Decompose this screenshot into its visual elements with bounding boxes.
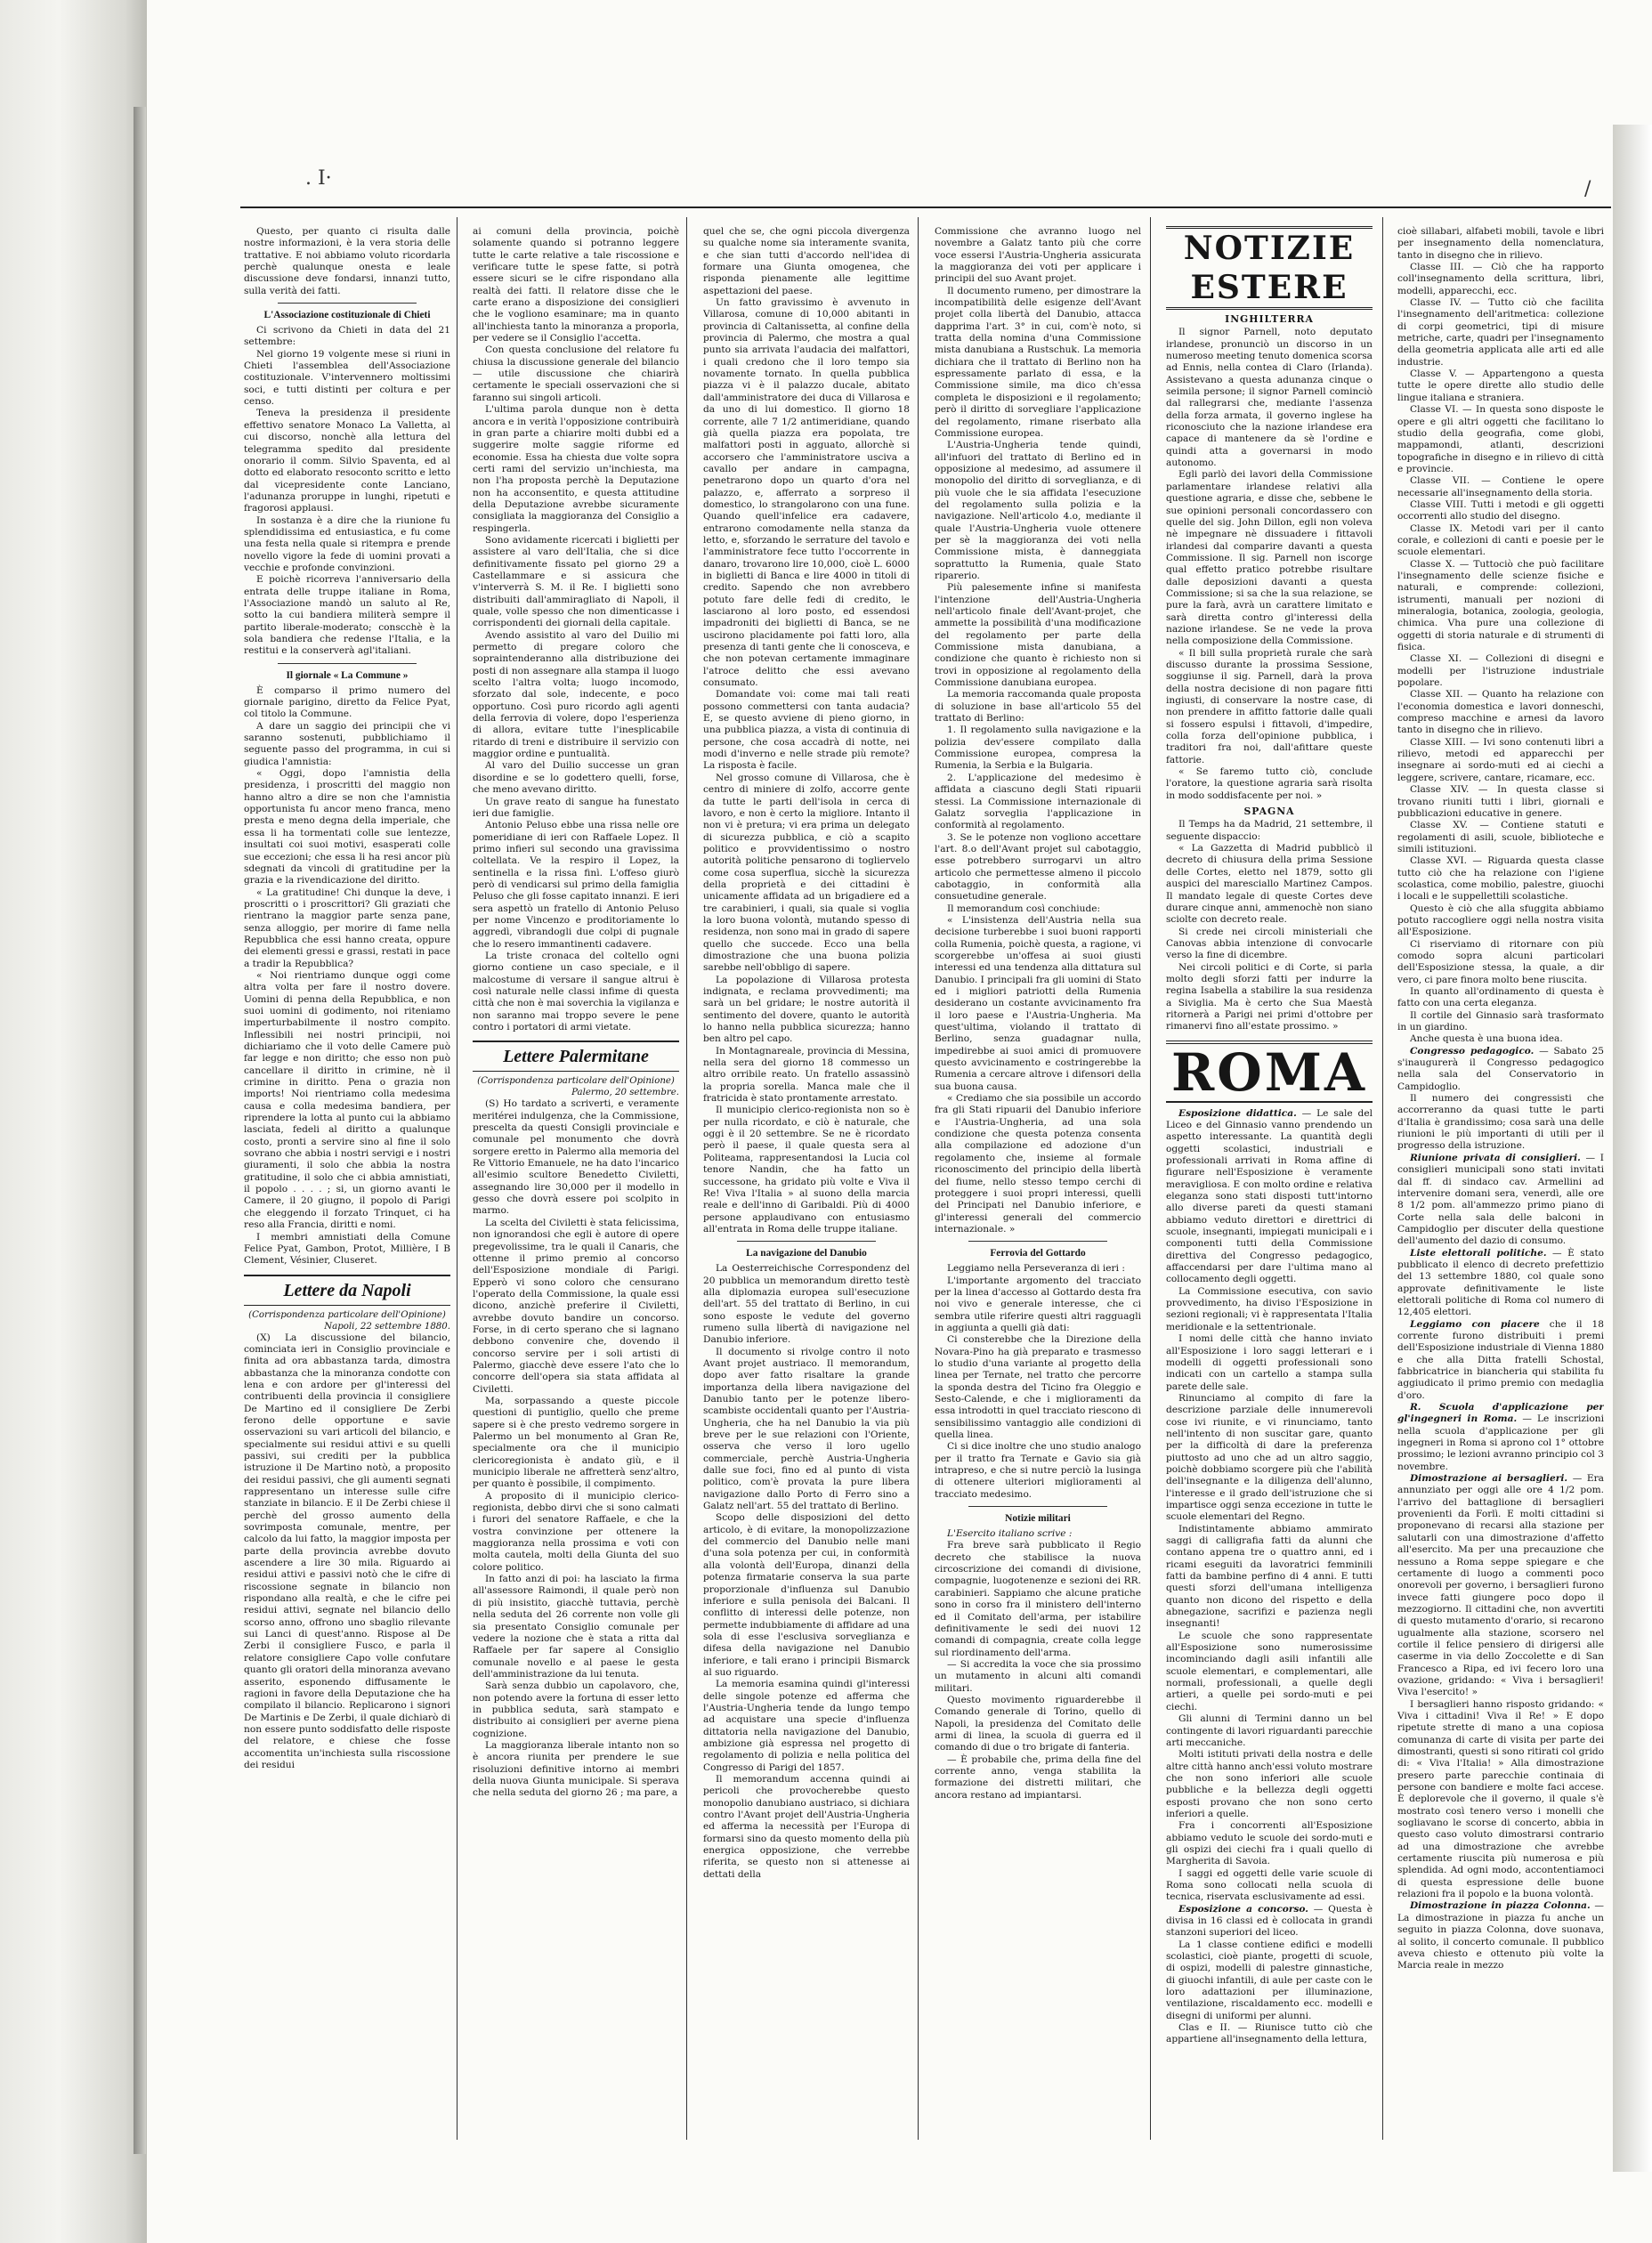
item-text: — Era annunziato per oggi alle ore 4 1/2 pom. l'arrivo del battaglione di bersaglieri provenienti da Forlì. E molti cittadini si proponevano di recarsi alla stazione per salutarli con una dimostrazione d'affetto all'esercito. Ma per una precauzione che nessuno a Roma seppe spiegare e che certamente di luogo a commenti poco onorevoli per governo, i bersaglieri furono invece fatti giungere poco dopo il mezzogiorno. Il cittadini che, non avvertiti di questo mutamento d'orario, si recarono ugualmente alla stazione, scorsero nel cortile il felice pensiero di dirigersi alle caserme in via dello Zoccolette e di San Francesco a Ripa, ed ivi fecero loro una ovazione, gridando: « Viva i bersaglieri! Viva l'esercito! » <box>1397 1473 1604 1698</box>
paragraph: Si crede nei circoli ministeriali che Canovas abbia intenzione di convocarle verso la fine di dicembre. <box>1166 926 1373 961</box>
paragraph: In fatto anzi di poi: ha lasciato la firma all'assessore Raimondi, il quale però non di più insistito, giacchè tuttavia, perchè nella seduta del 26 corrente non volle gli sia presentato Consiglio comunale per vedere la nozione che è stata a ritta dal Raffaele per far sapere al Consiglio comunale novello e al paese le gesta dell'amministrazione da lui tenuta. <box>473 1574 679 1680</box>
column-rule <box>1382 217 1383 2140</box>
paragraph: La Commissione esecutiva, con savio provvedimento, ha diviso l'Esposizione in sezioni regionali; vi è rappresentata l'Italia meridionale e la settentrionale. <box>1166 1285 1373 1332</box>
separator-rule <box>737 1241 876 1242</box>
paragraph: Classe VI. — In questa sono disposte le opere e gli altri oggetti che facilitano lo studio della geografia, come globi, mappamondi, atlanti, descrizioni topografiche in disegno e in rilievo di città e provincie. <box>1397 404 1604 474</box>
article-heading: Lettere da Napoli <box>244 1275 450 1306</box>
paragraph: Il memorandum accenna quindi ai pericoli che provocherebbe questo monopolio danubiano austriaco, si dichiara contro l'Avant projet dell'Austria-Ungheria ed afferma la necessità per l'Europa di formarsi sino da questo momento della più energica opposizione, che verrebbe riferita, se questo non si attenesse ai dettati della <box>703 1774 910 1880</box>
paragraph: Il cortile del Ginnasio sarà trasformato in un giardino. <box>1397 1009 1604 1033</box>
paragraph: Le scuole che sono rappresentate all'Esposizione sono numerosissime incominciando dagli asili infantili alle scuole elementari, e complementari, alle normali, professionali, a quelle degli artieri, a quelle pei sordo-muti e pei ciechi. <box>1166 1630 1373 1713</box>
paragraph: Fra i concorrenti all'Esposizione abbiamo veduto le scuole dei sordo-muti e gli ospizi dei ciechi fra i quali quello di Margherita di Savoia. <box>1166 1820 1373 1867</box>
column-1 <box>244 226 450 2140</box>
paragraph: Scopo delle disposizioni del detto articolo, è di evitare, la monopolizzazione del commercio del Danubio nelle mani d'una sola potenza per cui, in conformità alla volontà dell'Europa, dinanzi della potenza firmatarie conserva la sua parte proporzionale d'influenza sul Danubio inferiore e sulla penisola dei Balcani. Il conflitto di interessi delle potenze, non permette indubbiamente di affidare ad una sola di esse l'esclusiva sorveglianza e difesa della navigazione nel Danubio inferiore, e tali erano i principii Bismarck al suo riguardo. <box>703 1512 910 1678</box>
paragraph: La triste cronaca del coltello ogni giorno contiene un caso speciale, e il malcostume di versare il sangue altrui è così naturale nelle classi infime di questa città che non è mai soverchia la vigilanza e non saranno mai troppo severe le pene contro i portatori di armi vietate. <box>473 950 679 1033</box>
paragraph: 3. Se le potenze non vogliono accettare l'art. 8.o dell'Avant projet sul cabotaggio, esse potrebbero surrogarvi un altro articolo che permettesse almeno il piccolo cabotaggio, in conformità alla consuetudine generale. <box>935 831 1141 903</box>
paragraph: Classe XV. — Contiene statuti e regolamenti di asili, scuole, biblioteche e simili istituzioni. <box>1397 820 1604 854</box>
paragraph: Egli parlò dei lavori della Commissione parlamentare irlandese relativi alla questione agraria, e disse che, sebbene le sue opinioni personali concordassero con quelle del sig. John Dillon, egli non voleva nè impegnare nè dissuadere i fittavoli irlandesi dal comparire davanti a questa Commissione. Il sig. Parnell non iscorge qual effetto pratico potrebbe risultare dalle deposizioni davanti a questa Commissione; si sa che la sua relazione, se pure la farà, avrà un carattere limitato e sarà diretta contro gl'interessi della nazione irlandese. Se ne vede la prova nella composizione della Commissione. <box>1166 469 1373 647</box>
paragraph: In sostanza è a dire che la riunione fu splendidissima ed entusiastica, e fu come una festa nella quale si ritempra e prende novello vigore la fede di uomini provati a vecchie e profonde convinzioni. <box>244 514 450 573</box>
paragraph: Sarà senza dubbio un capolavoro, che, non potendo avere la fortuna di esser letto in pubblica seduta, sarà stampato e distribuito ai consiglieri per averne piena cognizione. <box>473 1680 679 1739</box>
separator-rule <box>278 303 417 304</box>
paragraph: « Il bill sulla proprietà rurale che sarà discusso durante la prossima Sessione, soggiunse il sig. Parnell, darà la prova della nostra decisione di non pagare fitti ingiusti, di conservare la nostre case, di non prendere in affitto fattorie dalle quali si fossero espulsi i fittavoli, d'impedire, colla forza dell'opinione pubblica, i traditori fra noi, dall'afittare queste fattorie. <box>1166 647 1373 765</box>
paragraph: Ci consterebbe che la Direzione della Novara-Pino ha già preparato e trasmesso lo studio d'una variante al progetto della linea per Ternate, nel tratto che percorre la sponda destra del Ticino fra Oleggio e Sesto-Calende, e che i miglioramenti da essa introdotti in quel tracciato riescono di sensibilissimo vantaggio alle condizioni di quella linea. <box>935 1334 1141 1441</box>
paragraph <box>1397 1046 1604 1093</box>
paragraph: In Montagnareale, provincia di Messina, nella sera del giorno 18 commesso un altro orribile reato. Un fratello assassinò la propria sorella. Manca male che il fratricida è stato prontamente arrestato. <box>703 1045 910 1105</box>
right-page-mark: / <box>1584 178 1591 200</box>
paragraph: Fra breve sarà pubblicato il Regio decreto che stabilisce la nuova circoscrizione dei comandi di divisione, compagnie, luogotenenze e sezioni dei RR. carabinieri. Sappiamo che alcune pratiche sono in corso fra il ministero dell'interno ed il Comitato dell'arma, per istabilire definitivamente le sedi dei nuovi 12 comandi di compagnia, create colla legge sul riordinamento dell'arma. <box>935 1540 1141 1658</box>
paragraph: Molti istituti privati della nostra e delle altre città hanno anch'essi voluto mostrare che non sono inferiori alle scuole pubbliche e la bellezza degli oggetti esposti provano che non sono certo inferiori a quelle. <box>1166 1749 1373 1819</box>
item-title: Leggiamo con piacere <box>1410 1318 1540 1330</box>
paragraph: Classe X. — Tuttociò che può facilitare l'insegnamento delle scienze fisiche e naturali, e comprende: collezioni, istrumenti, manuali per nozioni di mineralogia, botanica, zoologia, geologia, chimica. Vha pure una collezione di oggetti di storia naturale e di strumenti di fisica. <box>1397 558 1604 653</box>
paragraph: 1. Il regolamento sulla navigazione e la polizia dev'essere compilato dalla Commissione europea, compresa la Rumenia, la Serbia e la Bulgaria. <box>935 725 1141 772</box>
paragraph: Al varo del Duilio successe un gran disordine e se lo godettero quelli, forse, che meno avevano diritto. <box>473 760 679 796</box>
paragraph: Clas e II. — Riunisce tutto ciò che appartiene all'insegnamento della lettura, <box>1166 2022 1373 2045</box>
article-heading: Lettere Palermitane <box>473 1041 679 1072</box>
paragraph: Classe IX. Metodi vari per il canto corale, e collezioni di canti e poesie per le scuole elementari. <box>1397 522 1604 558</box>
item-text: — Sabato 25 s'inaugurerà il Congresso pedagogico nella sala del Conservatorio in Campidoglio. <box>1397 1045 1604 1092</box>
paragraph: Un grave reato di sangue ha funestato ieri due famiglie. <box>473 796 679 819</box>
paragraph: 2. L'applicazione del medesimo è affidata a ciascuno degli Stati ripuarii stessi. La Commissione internazionale di Galatz sorveglia l'applicazione in conformità al regolamento. <box>935 772 1141 831</box>
paragraph: Ma, sorpassando a queste piccole questioni di puntiglio, quello che preme sapere si è che presto vedremo sorgere in Palermo un bel monumento al Gran Re, specialmente ora che il municipio clericoregionista è andato giù, e il municipio liberale ne affretterà senz'altro, per quanto è possibile, il compimento. <box>473 1395 679 1490</box>
paragraph: I bersaglieri hanno risposto gridando: « Viva i cittadini! Viva il Re! » E dopo ripetute strette di mano a una copiosa comunanza di carte di visita per parte dei dimostranti, questi si sono ritirati col grido di: « Viva l'Italia! » Alla dimostrazione presero parte parecchie continaia di persone con bandiere e molte faci accese. È deplorevole che il governo, il quale s'è mostrato così tenero verso i monelli che sogliavano le scorse di concerto, abbia in questo caso voluto dimostrarsi contrario ad una dimostrazione che avrebbe certamente riuscita più numerosa e più splendida. Ad ogni modo, accontentiamoci di questa espressione delle buone relazioni fra il popolo e la buona volontà. <box>1397 1698 1604 1900</box>
paragraph <box>1397 1248 1604 1319</box>
paragraph: Questo, per quanto ci risulta dalle nostre informazioni, è la vera storia delle trattative. E noi abbiamo voluto ricordarla perchè qualunque onesta e leale discussione deve fondarsi, innanzi tutto, sulla verità dei fatti. <box>244 226 450 296</box>
paragraph: Ci scrivono da Chieti in data del 21 settembre: <box>244 325 450 348</box>
paragraph: Il numero dei congressisti che accorreranno da quasi tutte le parti d'Italia è grandissimo; cosa sarà una delle riunioni le più importanti di utili per il progresso della istruzione. <box>1397 1093 1604 1152</box>
item-text: — I consiglieri municipali sono stati invitati dal ff. di sindaco cav. Armellini ad intervenire domani sera, venerdì, alle ore 8 1/2 pom. all'ammezzo primo piano di Corte nella sala delle balconi in Campidoglio per discuter della questione dell'aumento del dazio di consumo. <box>1397 1152 1604 1247</box>
section-heading: INGHILTERRA <box>1225 313 1314 325</box>
paragraph: cioè sillabari, alfabeti mobili, tavole e libri per insegnamento della nomenclatura, tanto in disegno che in rilievo. <box>1397 226 1604 261</box>
paragraph: I saggi ed oggetti delle varie scuole di Roma sono collocati nella scuola di tecnica, riservata esclusivamente ad essi. <box>1166 1867 1373 1903</box>
separator-rule <box>968 1506 1107 1507</box>
paragraph: (S) Ho tardato a scriverti, e veramente meritérei indulgenza, che la Commissione, prescelta da questi Consigli provinciale e comunale pel monumento che dovrà sorgere eretto in Palermo alla memoria del Re Vittorio Emanuele, ne ha dato l'incarico all'esimio scultore Benedetto Civiletti, assegnando lire 30,000 per il modello in gesso che dovrà essere poi scolpito in marmo. <box>473 1098 679 1217</box>
paragraph: « Crediamo che sia possibile un accordo fra gli Stati ripuarii del Danubio inferiore e l'Austria-Ungheria, ad una sola condizione che questa potenza consenta alla compilazione ed adozione d'un regolamento che, insieme al formale riconoscimento del principio della libertà del fiume, nello stesso tempo cerchi di proteggere i suoi propri interessi, quelli del Principati nel Danubio inferiore, e gl'interessi generali del commercio internazionale. » <box>935 1093 1141 1235</box>
paragraph: In quanto all'ordinamento di questa è fatto con una certa eleganza. <box>1397 986 1604 1009</box>
paragraph: Il documento si rivolge contro il noto Avant projet austriaco. Il memorandum, dopo aver fatto risaltare la grande importanza della libera navigazione del Danubio tanto per le potenze libero-scambiste occidentali quanto per l'Austria-Ungheria, che ha nel Danubio la via più breve per le sue relazioni con l'Oriente, osserva che verso il loro ugello commerciale, perchè Austria-Ungheria dalle sue foci, fino ed al punto di vista politico, com'è provata la pure libera navigazione dallo Porto di Ferro sino a Galatz nell'art. 55 del trattato di Berlino. <box>703 1346 910 1512</box>
item-text: che il 18 corrente furono distribuiti i premi dell'Esposizione industriale di Vienna 1880 e che alla Ditta fratelli Schostal, fabbricatrice in biancheria qui stabilita fu aggiudicato il primo premio con medaglia d'oro. <box>1397 1318 1604 1401</box>
paragraph <box>1397 1402 1604 1473</box>
paragraph: Domandate voi: come mai tali reati possono commettersi con tanta audacia? E, se questo avviene di pieno giorno, in una pubblica piazza, a vista di continuia di persone, che cosa accadrà di notte, nei modi d'inverno e nelle strade più remote? La risposta è facile. <box>703 689 910 772</box>
paragraph: Il Temps ha da Madrid, 21 settembre, il seguente dispaccio: <box>1166 819 1373 842</box>
section-masthead: ROMA <box>1166 1041 1373 1103</box>
paragraph: Avendo assistito al varo del Duilio mi permetto di pregare coloro che sopraintenderanno alla distribuzione dei posti di non assegnare alla stampa il luogo scelto l'altra volta; luogo incomodo, sforzato dal sole, indecente, e poco opportuno. Così puro ricordo agli agenti della ferrovia di volere, dopo l'esperienza di allora, evitare tutte l'inesplicabile ritardo di treni e distribuire il servizio con maggior ordine e puntualità. <box>473 629 679 760</box>
paragraph: Sono avidamente ricercati i biglietti per assistere al varo dell'Italia, che si dice definitivamente fissato pel giorno 29 a Castellammare e si assicura che v'interverrà S. M. il Re. I biglietti sono distribuiti dall'ammiragliato di Napoli, il quale, volle spesso che non dimenticasse i corrispondenti dei giornali della capitale. <box>473 534 679 629</box>
paragraph: L'ultima parola dunque non è detta ancora e in verità l'opposizione contribuirà in gran parte a chiarire molti dubbi ed a suggerire molte saggie riforme ed economie. Essa ha chiesta due volte sopra certi rami del servizio un'inchiesta, ma non l'ha proposta perchè la Deputazione non ha acconsentito, e questa attitudine della Deputazione avrebbe sicuramente consigliata la maggioranza del Consiglio a respingerla. <box>473 404 679 534</box>
section-heading: SPAGNA <box>1243 806 1295 818</box>
paragraph: Il memorandum così conchiude: <box>947 903 1101 914</box>
paragraph: Il documento rumeno, per dimostrare la incompatibilità delle esigenze dell'Avant projet colla libertà del Danubio, attacca dapprima l'art. 3° in cui, com'è noto, si tratta della nomina d'una Commissione mista danubiana a Rustschuk. La memoria dichiara che il trattato di Berlino non ha espressamente parlato di essa, e la Commissione simile, ma dico ch'essa completa le disposizioni e il regolamento; però il diritto di sorvegliare l'applicazione del regolamento, rimane riserbato alla Commissione europea. <box>935 285 1141 439</box>
column-2 <box>473 226 679 2140</box>
paragraph: Nel grosso comune di Villarosa, che è centro di miniere di zolfo, accorre gente da tutte le parti dell'isola in cerca di lavoro, e non è certo la migliore. Intanto il non vi è pretura; vi era prima un delegato di sicurezza pubblica, e ciò a scapito politico e provvidentissimo o nostro autorità politiche pensarono di togliervelo come cosa superflua, sicchè la sicurezza della proprietà e dei cittadini è unicamente affidata ad un brigadiere ed a tre carabinieri, i quali, sia quale si voglia la loro buona volontà, mutando spesso di residenza, non sono mai in grado di sapere quello che succede. Ecco una bella dimostrazione che una buona polizia sarebbe nell'obbligo di sapere. <box>703 772 910 974</box>
item-title: Esposizione a concorso. <box>1178 1903 1308 1915</box>
paragraph: Classe V. — Appartengono a questa tutte le opere dirette allo studio delle lingue italiana e straniera. <box>1397 368 1604 403</box>
column-5 <box>1166 226 1373 2140</box>
paragraph: I nomi delle città che hanno inviato all'Esposizione i loro saggi letterari e i modelli di oggetti professionali sono indicati con un cartello a stampa sulla parete delle sale. <box>1166 1333 1373 1392</box>
binding-shadow <box>0 0 147 2243</box>
item-title: R. Scuola d'applicazione per gl'ingegneri in Roma. <box>1397 1402 1604 1425</box>
paragraph: Classe VII. — Contiene le opere necessarie all'insegnamento della storia. <box>1397 475 1604 498</box>
paragraph: L'Esercito italiano scrive : <box>947 1528 1073 1540</box>
item-title: Liste elettorali politiche. <box>1410 1247 1547 1259</box>
left-page-mark: . I· <box>305 167 332 190</box>
paragraph: E poichè ricorreva l'anniversario della entrata delle truppe italiane in Roma, l'Associazione mandò un saluto al Re, sotto la cui bandiera militerà sempre il partito liberale-moderato; conscchè è la sola bandiera che redense l'Italia, e la restitui e la conserverà agl'italiani. <box>244 574 450 657</box>
paragraph: Teneva la presidenza il presidente effettivo senatore Monaco La Valletta, al cui discorso, nonchè alla lettura del telegramma spedito dal presidente onorario il comm. Silvio Spaventa, ed al dotto ed elaborato resoconto scritto e letto dal vicepresidente conte Lanciano, l'adunanza proruppe in lunghi, ripetuti e fragorosi applausi. <box>244 408 450 514</box>
paragraph: La memoria raccomanda quale proposta di soluzione in base all'articolo 55 del trattato di Berlino: <box>935 689 1141 725</box>
paragraph: Classe VIII. Tutti i metodi e gli oggetti occorrenti allo studio del disegno. <box>1397 498 1604 522</box>
article-heading: L'Associazione costituzionale di Chieti <box>263 310 431 321</box>
paragraph <box>1397 1473 1604 1699</box>
paragraph: — È probabile che, prima della fine del corrente anno, venga stabilita la formazione dei distretti militari, che ancora restano ad impiantarsi. <box>935 1753 1141 1801</box>
item-title: Esposizione didattica. <box>1178 1107 1297 1119</box>
column-rule <box>1150 217 1151 2140</box>
paragraph: È comparso il primo numero del giornale parigino, diretto da Felice Pyat, col titolo la Commune. <box>244 684 450 720</box>
binding-edge <box>134 107 146 2154</box>
column-3 <box>703 226 910 2140</box>
paragraph: « Oggi, dopo l'amnistia della presidenza, i proscritti del maggio non hanno altro a dire se non che l'amnistia opportunista fu ancor meno franca, meno presta e meno degna della imperiale, che essa li ha tormentati colle sue lentezze, insultati coi suoi motivi, esasperati colle sue eccezioni; che essa li ha resi ancor più sdegnati da vincoli di gratitudine per la grazia e la rivendicazione del diritto. <box>244 768 450 887</box>
paragraph: La popolazione di Villarosa protesta indignata, e reclama provvedimenti; ma sarà un bel gridare; le nostre autorità il sentimento del dovere, quanto le autorità lo hanno nella pubblica sicurezza; hanno ben altro pel capo. <box>703 974 910 1045</box>
paragraph: L'importante argomento del tracciato per la linea d'accesso al Gottardo desta fra noi vivo e generale interesse, che ci sembra utile riferire questi altri ragguagli in aggiunta a quelli già dati: <box>935 1275 1141 1333</box>
article-subheading: (Corrispondenza particolare dell'Opinione) <box>248 1309 446 1320</box>
article-heading: La navigazione del Danubio <box>746 1248 867 1259</box>
column-4 <box>935 226 1141 2140</box>
paragraph: Nei circoli politici e di Corte, si parla molto degli sforzi fatti per indurre la regina Isabella a stabilire la sua residenza a Siviglia. Ma è certo che Sua Maestà ritornerà a Parigi nei primi d'ottobre per rimanervi fino all'estate prossimo. » <box>1166 961 1373 1032</box>
paragraph <box>1166 1108 1373 1286</box>
column-rule <box>918 217 919 2140</box>
paragraph: Antonio Peluso ebbe una rissa nelle ore pomeridiane di ieri con Raffaele Lopez. Il primo infieri sul secondo una gravissima coltellata. Ve la respiro il Lopez, la sentinella e la rissa finì. L'offeso giurò però di vendicarsi sul primo della famiglia Peluso che gli fosse capitato innanzi. E ieri sera aspettò un fratello di Antonio Peluso per nome Vincenzo e proditoriamente lo aggredì, vibrandogli due colpi di pugnale che lo resero immantinenti cadavere. <box>473 820 679 950</box>
paragraph: « Noi rientriamo dunque oggi come altra volta per fare il nostro dovere. Uomini di penna della Repubblica, e non suoi uomini di godimento, noi riteniamo imperturbabilmente il nostro compito. Inflessibili nei nostri principii, noi dichiariamo che il voto delle Camere può far legge e non diritto; che esso non può cancellare il diritto in crimine, nè il crimine in diritto. Pena o grazia non imports! Noi rientriamo colla medesima causa e colla medesima bandiera, per riprendere la lotta al punto cui la abbiamo lasciata, fedeli al diritto a qualunque costo, pronti a servire sino al fine il solo sovrano che abbia i nostri servigi e i nostri giuramenti, il solo che abbia la nostra gratitudine, il solo che ci abbia amnistiati, il popolo . . . . ; si, un giorno avanti le Camere, il 20 giugno, il popolo di Parigi che eleggendo il forzato Trinquet, ci ha reso alla Francia, diritti e nomi. <box>244 969 450 1231</box>
paragraph: Commissione che avranno luogo nel novembre a Galatz tanto più che corre voce essersi l'Austria-Ungheria assicurata la maggioranza dei voti per applicare i principii del suo Avant projet. <box>935 226 1141 285</box>
paragraph: Classe III. — Ciò che ha rapporto coll'insegnamento della scrittura, libri, modelli, apparecchi, ecc. <box>1397 262 1604 296</box>
paragraph: Indistintamente abbiamo ammirato saggi di calligrafia fatti da alunni che contano appena tre o quattro anni, ed i ricami eseguiti da lavoratrici femminili fatti da bambine perfino di 4 anni. E tutti questi sforzi dell'umana intelligenza quanto non dicono del rispetto e della abnegazione, sacrifizi e pazienza negli insegnanti! <box>1166 1523 1373 1630</box>
article-heading: Il giornale « La Commune » <box>286 669 409 681</box>
paragraph: Ci si dice inoltre che uno studio analogo per il tratto fra Ternate e Gavio sia già intrapreso, e che si nutre perciò la lusinga di ottenere ulteriori miglioramenti al tracciato medesimo. <box>935 1441 1141 1500</box>
article-dateline: Napoli, 22 settembre 1880. <box>324 1321 450 1332</box>
paragraph: Questo movimento riguarderebbe il Comando generale di Torino, quello di Napoli, la presidenza del Comitato delle armi di linea, la scuola di guerra ed il comando di due o tro brigate di fanteria. <box>935 1694 1141 1753</box>
item-text: — La dimostrazione in piazza fu anche un seguito in piazza Colonna, dove suonava, al solito, il concerto comunale. Il pubblico aveva chiesto e ottenuto più volte la Marcia reale in mezzo <box>1397 1900 1604 1972</box>
paragraph: Leggiamo nella Perseveranza di ieri : <box>947 1263 1125 1275</box>
paragraph: L'Austria-Ungheria tende quindi, all'infuori del trattato di Berlino ed in opposizione al medesimo, ad assumere il monopolio del diritto di sorveglianza, e di più vuole che le sia affidata l'esecuzione del regolamento sulla polizia e la navigazione. Nell'articolo 4.o, mediante il quale l'Austria-Ungheria vuole ottenere per sè la maggioranza dei voti nella Commissione mista, è danneggiata soprattutto la Rumenia, quale Stato riparerio. <box>935 440 1141 581</box>
paragraph: A dare un saggio dei principii che vi saranno sostenuti, pubblichiamo il seguente passo del programma, in cui si giudica l'amnistia: <box>244 720 450 767</box>
paragraph: Il municipio clerico-regionista non so è per nulla ricordato, e ciò è naturale, che oggi è il 20 settembre. Se ne è ricordato però il paese, il quale questa sera al Politeama, rappresentandosi la Lucia col tenore Nandin, che ha fatto un successone, ha gridato più volte e Viva il Re! Viva l'Italia » al suono della marcia reale e dell'inno di Garibaldi. Più di 4000 persone applaudivano con entusiasmo all'entrata in Roma delle truppe italiane. <box>703 1105 910 1235</box>
item-text: — Questa è divisa in 16 classi ed è collocata in grandi stanzoni superiori del liceo. <box>1166 1903 1373 1939</box>
paragraph: Gli alunni di Termini danno un bel contingente di lavori riguardanti parecchie arti meccaniche. <box>1166 1713 1373 1748</box>
paragraph: « Se faremo tutto ciò, conclude l'oratore, la questione agraria sarà risolta in modo soddisfacente per noi. » <box>1166 766 1373 801</box>
paragraph: A proposito di il municipio clerico-regionista, debbo dirvi che si sono calmati i furori del senatore Raffaele, e che la vostra convinzione per ottenere la maggioranza nella prossima e voti con molta cautela, molti della Giunta del suo colore politico. <box>473 1490 679 1573</box>
paragraph: La scelta del Civiletti è stata felicissima, non ignorandosi che egli è autore di opere pregevolissime, tra le quali il Canaris, che ottenne il primo premio al concorso dell'Esposizione mondiale di Parigi. Epperò vi sono coloro che censurano l'operato della Commissione, la quale essi dicono, anzichè preferire il Civiletti, avrebbe dovuto bandire un concorso. Forse, in di certo sperano che si lagnano debbono convenire che, dovendo il concorso servire per i soli artisti di Palermo, giacchè deve essere l'ato che lo concorre dell'opera sia stata affidata al Civiletti. <box>473 1217 679 1395</box>
paragraph: La memoria esamina quindi gl'interessi delle singole potenze ed afferma che l'Austria-Ungheria tende da lungo tempo ad acquistare una specie d'influenza dittatoria nella navigazione del Danubio, ambizione già espressa nel progetto di regolamento di polizia e nella politica del Congresso di Parigi del 1857. <box>703 1679 910 1773</box>
paragraph: Classe XIV. — In questa classe si trovano riuniti tutti i libri, giornali e pubblicazioni educative in genere. <box>1397 784 1604 819</box>
paragraph: Classe IV. — Tutto ciò che facilita l'insegnamento dell'aritmetica: collezione di corpi geometrici, tipi di misure metriche, carte, quadri per l'insegnamento della geometria applicata alle arti ed alle industrie. <box>1397 297 1604 368</box>
paragraph: « La Gazzetta di Madrid pubblicò il decreto di chiusura della prima Sessione delle Cortes, eletto nel 1879, sotto gli auspici del maresciallo Martinez Campos. Il mandato legale di queste Cortes deve durare cinque anni, ammenochè non siano sciolte con decreto reale. <box>1166 843 1373 926</box>
paragraph: Ci riserviamo di ritornare con più comodo sopra alcuni particolari dell'Esposizione stessa, la quale, a dir vero, ci pare finora molto bene riuscita. <box>1397 938 1604 985</box>
paragraph: I membri amnistiati della Comune Felice Pyat, Gambon, Protot, Millière, I B Clement, Vésinier, Cluseret. <box>244 1231 450 1267</box>
top-rule <box>240 206 1611 208</box>
item-text: — Le inscrizioni nella scuola d'applicazione per gli ingegneri in Roma si aprono col 1° ottobre prossimo; le lezioni avranno principio col 3 novembre. <box>1397 1413 1604 1472</box>
paragraph: Con questa conclusione del relatore fu chiusa la discussione generale del bilancio — utile discussione che chiarirà certamente le speciali osservazioni che si faranno sui singoli articoli. <box>473 344 679 403</box>
paragraph: Un fatto gravissimo è avvenuto in Villarosa, comune di 10,000 abitanti in provincia di Caltanissetta, al confine della provincia di Palermo, che mostra a qual punto sia arrivata l'audacia dei malfattori, i quali credono che il loro tempo sia novamente tornato. In quella pubblica piazza vi è il palazzo ducale, abitato dall'amministratore dei duca di Villarosa e da uno di lui domestico. Il giorno 18 corrente, alle 7 1/2 antimeridiane, quando già quella piazza era popolata, tre malfattori posti in agguato, allorchè si accorsero che l'amministratore usciva a cavallo per andare in campagna, penetrarono dopo un quarto d'ora nel palazzo, e, afferrato a sorpreso il domestico, lo strangolarono con una fune. Quando quell'infelice era cadavere, entrarono comodamente nella stanza da letto, e, sforzando le serrature del tavolo e l'amministratore fece tutto l'occorrente in danaro, trovarono lire 10,000, cioè L. 6000 in biglietti di Banca e lire 4000 in titoli di credito. Sapendo che non avrebbero potuto fare delle fedi di credito, le lasciarono al loro posto, ed essendosi impadroniti dei biglietti di Banca, se ne uscirono placidamente poi fatti loro, alla presenza di tanti gente che li conosceva, e che non potevan certamente immaginare l'atroce delitto che essi avevano consumato. <box>703 297 910 689</box>
separator-rule <box>968 1241 1107 1242</box>
paragraph: (X) La discussione del bilancio, cominciata ieri in Consiglio provinciale e finita ad ora abbastanza tarda, dimostra abbastanza che la minoranza condotte con lena e con ardore per gl'interessi del contribuenti della provincia il consigliere De Martino ed il consigliere De Zerbi ferono delle opportune e savie osservazioni su vari articoli del bilancio, e specialmente sui residui attivi e su quelli passivi, sui crediti per la pubblica istruzione il De Martino notò, a proposito dei residui passivi, che gli aumenti segnati rappresentano un interesse sulle cifre stanziate in bilancio. E il De Zerbi chiese il perchè del grosso aumento della sovrimposta comunale, mentre, per calcolo da lui fatto, la maggior imposta per parte della provincia avrebbe dovuto ascendere a lire 30 mila. Riguardo ai residui attivi e passivi notò che le cifre di riscossione segnate in bilancio non rispondano alla realtà, e che le cifre pei residui attivi, segnate nel bilancio dello scorso anno, offrono uno sbaglio rilevante sui Lanci di quest'anno. Rispose al De Zerbi il consigliere Fusco, e parla il relatore consigliere Capo volle confutare quanto gli oratori della minoranza avevano asserito, esponendo diffusamente le ragioni in favore della Deputazione che ha compilato il bilancio. Replicarono i signori De Martinis e De Zerbi, il quale dichiarò di non essere punto soddisfatto delle risposte del relatore, e chiese che fosse accomentita un'inchiesta sulla riscossione dei residui <box>244 1332 450 1770</box>
paragraph: Classe XII. — Quanto ha relazione con l'economia domestica e lavori donneschi, compreso macchine e arnesi da lavoro tanto in disegno che in rilievo. <box>1397 689 1604 736</box>
paragraph <box>1397 1153 1604 1248</box>
paragraph: La Oesterreichische Correspondenz del 20 pubblica un memorandum diretto testè alla diplomazia europea sull'esecuzione dell'art. 55 del trattato di Berlino, in cui sono esposte le vedute del governo rumeno sulla libertà di navigazione nel Danubio inferiore. <box>703 1263 910 1346</box>
column-rule <box>686 217 687 2140</box>
article-dateline: Palermo, 20 settembre. <box>571 1088 679 1098</box>
paragraph <box>1397 1900 1604 1972</box>
right-page-edge <box>1613 125 1652 2172</box>
paragraph: Rinunciamo al compito di fare la descrizione parziale delle innumerevoli cose ivi riunite, e vi rinunciamo, tanto nell'intento di non suscitar gare, quanto per la difficoltà di dare la preferenza piuttosto ad uno che ad un altro saggio, poichè dobbiamo scorgere più che l'abilità dell'insegnante e la diligenza dell'alunno, l'interesse e il grado dell'istruzione che si impartisce oggi senza eccezione in tutte le scuole elementari del Regno. <box>1166 1392 1373 1523</box>
paragraph <box>1166 1904 1373 1939</box>
paragraph: Più palesemente infine si manifesta l'intenzione dell'Austria-Ungheria nell'articolo finale dell'Avant-projet, che ammette la possibilità d'una modificazione del regolamento per parte della Commissione mista danubiana, a condizione che quanto è richiesto non si trovi in opposizione al regolamento della Commissione danubiana europea. <box>935 582 1141 689</box>
newspaper-page <box>240 206 1611 2154</box>
column-rule <box>457 217 458 2140</box>
item-title: Congresso pedagogico. <box>1410 1045 1535 1057</box>
item-title: Dimostrazione ai bersaglieri. <box>1410 1473 1568 1485</box>
paragraph: Questo è ciò che alla sfuggita abbiamo potuto raccogliere oggi nella nostra visita all'Esposizione. <box>1397 903 1604 938</box>
paragraph: Classe XIII. — Ivi sono contenuti libri a rilievo, metodi ed apparecchi per insegnare ai sordo-muti ed ai ciechi a leggere, scrivere, cantare, ricamare, ecc. <box>1397 736 1604 783</box>
article-subheading: (Corrispondenza particolare dell'Opinione) <box>477 1076 675 1087</box>
paragraph: Il signor Parnell, noto deputato irlandese, pronunciò un discorso in un numeroso meeting tenuto domenica scorsa ad Ennis, nella contea di Claro (Irlanda). Assistevano a questa adunanza cinque o seimila persone; il signor Parnell cominciò dal rallegrarsi che, mediante l'assenza della forza armata, il governo inglese ha riconosciuto che la nazione irlandese era capace di mantenere da sè l'ordine e quindi atta a governarsi in modo autonomo. <box>1166 327 1373 469</box>
item-title: Riunione privata di consiglieri. <box>1410 1152 1581 1163</box>
item-text: — È stato pubblicato il elenco di decreto prefettizio del 13 settembre 1880, col quale sono approvate definitivamente le liste elettorali politiche di Roma col numero di 12,405 elettori. <box>1397 1247 1604 1318</box>
paragraph: Anche questa è una buona idea. <box>1410 1033 1563 1045</box>
paragraph: Classe XVI. — Riguarda questa classe tutto ciò che ha relazione con l'igiene scolastica, come mobilio, palestre, giuochi i locali e le suppellettili scolastiche. <box>1397 855 1604 903</box>
paragraph: Classe XI. — Collezioni di disegni e modelli per l'istruzione industriale popolare. <box>1397 653 1604 689</box>
article-heading: Ferrovia del Gottardo <box>990 1248 1086 1259</box>
item-title: Dimostrazione in piazza Colonna. <box>1410 1900 1591 1912</box>
paragraph <box>1397 1319 1604 1402</box>
paragraph: La maggioranza liberale intanto non so è ancora riunita per prendere le sue risoluzioni definitive intorno ai membri della nuova Giunta municipale. Si sperava che nella seduta del giorno 26 ; ma pare, a <box>473 1739 679 1799</box>
paragraph: quel che se, che ogni piccola divergenza su qualche nome sia interamente svanita, e che sian tutti d'accordo nell'idea di formare una Giunta omogenea, che risponda pienamente alle legittime aspettazioni del paese. <box>703 226 910 296</box>
article-heading: Notizie militari <box>1005 1513 1071 1525</box>
paragraph: La 1 classe contiene edifici e modelli scolastici, cioè piante, progetti di scuole, di ospizi, modelli di palestre ginnastiche, di giuochi infantili, di aule per caste con le loro adattazioni per illuminazione, ventilazione, riscaldamento ecc. modelli e disegni di uniformi per alunni. <box>1166 1939 1373 2021</box>
separator-rule <box>278 663 417 664</box>
column-6 <box>1397 226 1604 2140</box>
section-masthead: NOTIZIE ESTERE <box>1166 226 1373 310</box>
paragraph: — Si accredita la voce che sia prossimo un mutamento in alcuni alti comandi militari. <box>935 1658 1141 1694</box>
paragraph: « La gratitudine! Chi dunque la deve, i proscritti o i proscrittori? Gli graziati che rientrano la maggior parte senza pane, senza alloggio, per morire di fame nella Repubblica che essi hanno creata, oppure dei elementi gressi e grassi, restati in pace a tradir la Repubblica? <box>244 887 450 969</box>
paragraph: Nel giorno 19 volgente mese si riuni in Chieti l'assemblea dell'Associazione costituzionale. V'intervennero moltissimi soci, e tutti distinti per coltura e per censo. <box>244 348 450 408</box>
item-text: — Le sale del Liceo e del Ginnasio vanno prendendo un aspetto interessante. La quantità degli oggetti scolastici, industriali e professionali arrivati in Roma affine di figurare nell'Esposizione è veramente meravigliosa. E con molto ordine e relativa eleganza sono stati disposti tutt'intorno allo diverse pareti da questi stamani abbiamo veduto direttori e direttrici di scuole, insegnanti, impiegati municipali e i componenti tutti della Commissione direttiva del Congresso pedagogico, affaccendarsi per dare l'ultima mano al collocamento degli oggetti. <box>1166 1107 1373 1285</box>
paragraph: « L'insistenza dell'Austria nella sua decisione turberebbe i suoi buoni rapporti colla Rumenia, poichè questa, a ragione, vi scorgerebbe un'offesa ai suoi giusti interessi ed una tendenza alla dittatura sul Danubio. I principali fra gli uomini di Stato ed i migliori patriotti della Rumenia desiderano un costante avvicinamento fra il loro paese e l'Austria-Ungheria. Ma quest'ultima, violando il trattato di Berlino, senza guadagnar nulla, impedirebbe ai suoi amici di promuovere questo avvicinamento e costringerebbe la Rumenia a cercare altrove i difensori della sua buona causa. <box>935 914 1141 1092</box>
paragraph: ai comuni della provincia, poichè solamente quando si potranno leggere tutte le carte relative a tale riscossione e verificare tutte le spese fatte, si potrà essere sicuri se le cifre rispondano alla realtà dei fatti. Il relatore disse che le carte erano a disposizione dei consiglieri che le vogliono esaminare; ma in quanto all'inchiesta tanto la minoranza a proporla, per vedere se il Consiglio l'accetta. <box>473 226 679 344</box>
